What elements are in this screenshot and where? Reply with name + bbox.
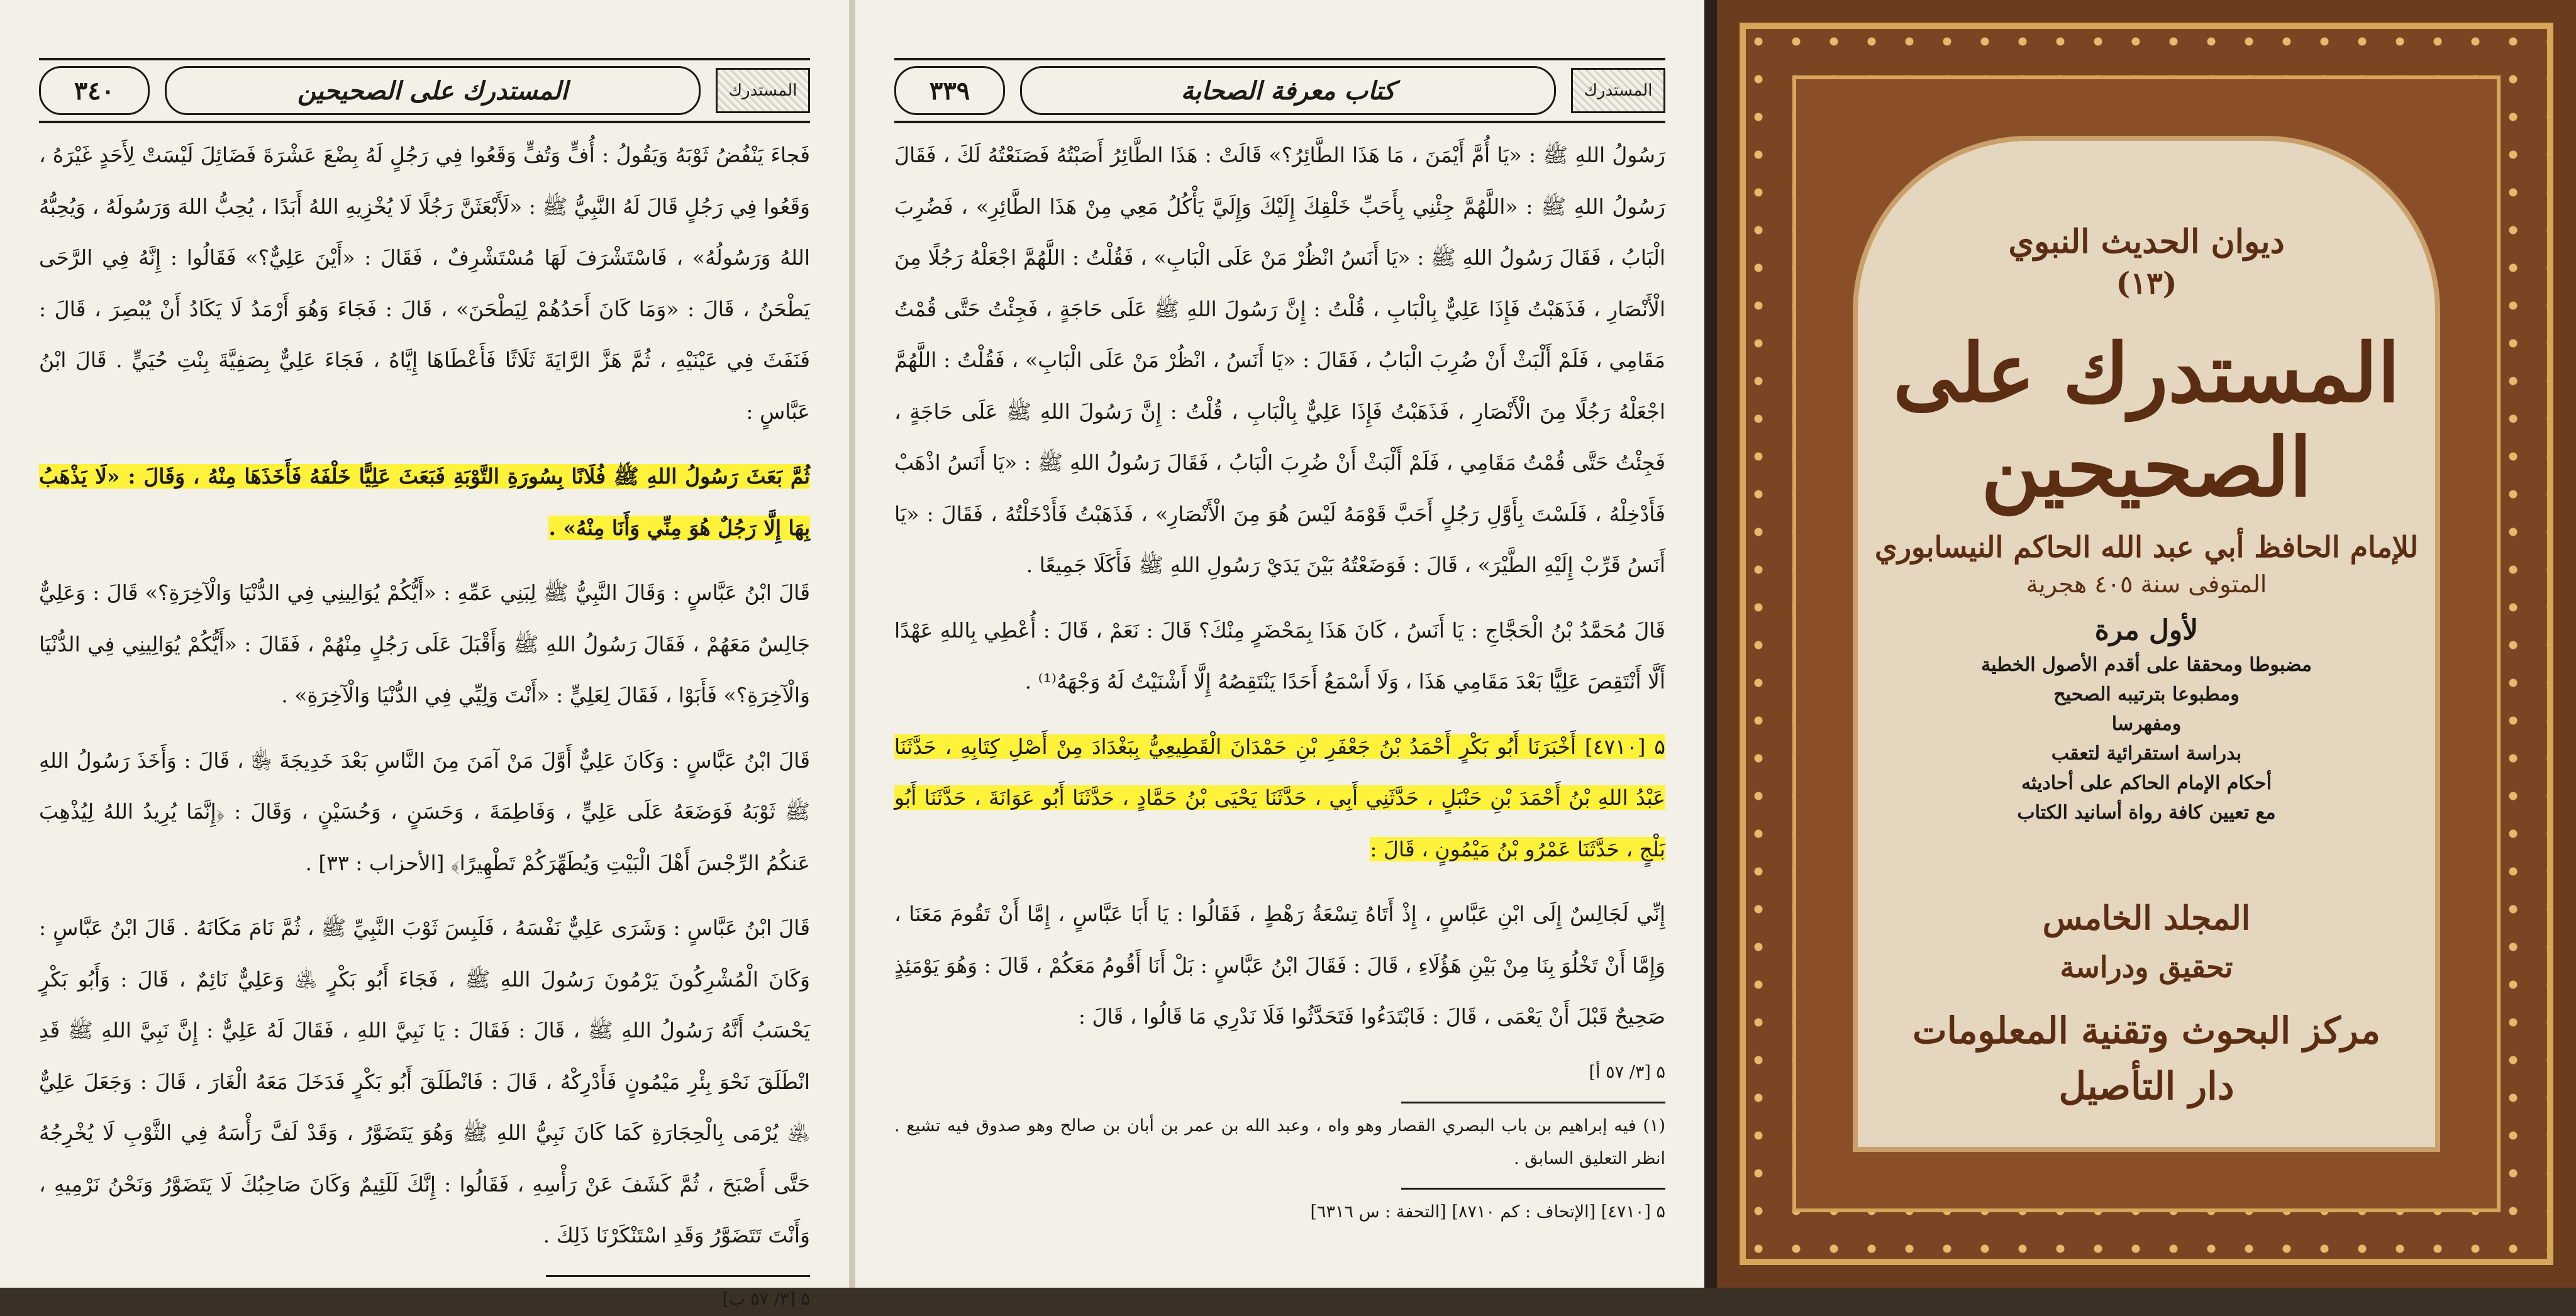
cover-line: مع تعيين كافة رواة أسانيد الكتاب <box>2017 802 2276 824</box>
footer-reference: ۵ [٣/ ٥٧ ب] <box>722 1289 810 1309</box>
paragraph: قَالَ ابْنُ عَبَّاسٍ : وَكَانَ عَلِيٌّ أَوَّلَ مَنْ آمَنَ مِنَ النَّاسِ بَعْدَ خَدِيجَةَ ﵂ ، قَالَ : وَأَخَذَ رَسُولُ اللهِ ﷺ ثَوْبَهُ فَوَضَعَهُ عَلَى عَلِيٍّ ، وَفَاطِمَةَ ، وَحَسَنٍ ، وَحُسَيْنٍ ، وَقَالَ : ﴿إِنَّمَا يُرِيدُ اللهُ لِيُذْهِبَ عَنكُمُ الرِّجْسَ أَهْلَ الْبَيْتِ وَيُطَهِّرَكُمْ تَطْهِيرًا﴾ [الأحزاب : ٣٣] . <box>39 748 810 875</box>
footnote-rule <box>1401 1102 1665 1103</box>
cover-arch <box>1853 136 2440 1152</box>
research-center: مركز البحوث وتقنية المعلومات <box>1913 1009 2380 1052</box>
series-number: (١٣) <box>2116 266 2177 301</box>
header-ornament: المستدرك <box>716 68 810 113</box>
paragraph: إِنِّي لَجَالِسٌ إِلَى ابْنِ عَبَّاسٍ ، إِذْ أَتَاهُ تِسْعَةُ رَهْطٍ ، فَقَالُوا : يَا أَبَا عَبَّاسٍ ، إِمَّا أَنْ تَقُومَ مَعَنَا ، وَإِمَّا أَنْ تَخْلُوَ بِنَا مِنْ بَيْنِ هَؤُلَاءِ ، قَالَ : فَقَالَ ابْنُ عَبَّاسٍ : بَلْ أَنَا أَقُومُ مَعَكُمْ ، قَالَ : وَهُوَ يَوْمَئِذٍ صَحِيحٌ قَبْلَ أَنْ يَعْمَى ، قَالَ : فَابْتَدَءُوا فَتَحَدَّثُوا فَلَا نَدْرِي مَا قَالُوا ، قَالَ : <box>894 902 1665 1029</box>
edition-note: لأول مرة <box>2094 614 2199 646</box>
author: للإمام الحافظ أبي عبد الله الحاكم النيسابوري <box>1874 530 2419 564</box>
highlighted-paragraph <box>894 721 1665 875</box>
running-title: المستدرك على الصحيحين <box>165 66 701 115</box>
book-cover <box>1717 0 2576 1288</box>
highlighted-text: ثُمَّ بَعَثَ رَسُولُ اللهِ ﷺ فُلَانًا بِسُورَةِ التَّوْبَةِ فَبَعَثَ عَلِيًّا خَلْفَهُ فَأَخَذَهَا مِنْهُ ، وَقَالَ : «لَا يَذْهَبُ بِهَا إِلَّا رَجُلٌ هُوَ مِنِّي وَأَنَا مِنْهُ» . <box>39 464 810 540</box>
footer-reference: ۵ [٤٧١٠] [الإتحاف : كم ٨٧١٠] [التحفة : س ٦٣١٦] <box>1310 1202 1665 1222</box>
page-gutter <box>849 0 855 1288</box>
paragraph: قَالَ ابْنُ عَبَّاسٍ : وَقَالَ النَّبِيُّ ﷺ لِبَنِي عَمِّهِ : «أَيُّكُمْ يُوَالِينِي فِي الدُّنْيَا وَالْآخِرَةِ؟» قَالَ : وَعَلِيٌّ جَالِسٌ مَعَهُمْ ، فَقَالَ رَسُولُ اللهِ ﷺ وَأَقْبَلَ عَلَى رَجُلٍ مِنْهُمْ ، فَقَالَ : «أَيُّكُمْ يُوَالِينِي فِي الدُّنْيَا وَالْآخِرَةِ؟» فَأَبَوْا ، فَقَالَ لِعَلِيٍّ : «أَنْتَ وَلِيِّي فِي الدُّنْيَا وَالْآخِرَةِ» . <box>39 580 810 707</box>
paragraph: فَجاءَ يَنْفُضُ ثَوْبَهُ وَيَقُولُ : أُفٍّ وَتُفٍّ وَقَعُوا فِي رَجُلٍ لَهُ بِضْعَ عَشْرَةَ فَضَائِلَ لَيْسَتْ لِأَحَدٍ غَيْرَهُ ، وَقَعُوا فِي رَجُلٍ قَالَ لَهُ النَّبِيُّ ﷺ : «لَأَبْعَثَنَّ رَجُلًا لَا يُخْزِيهِ اللهُ أَبَدًا ، يُحِبُّ اللهَ وَرَسُولَهُ ، وَيُحِبُّهُ اللهُ وَرَسُولُهُ» ، فَاسْتَشْرَفَ لَهَا مُسْتَشْرِفٌ ، فَقَالَ : «أَيْنَ عَلِيٌّ؟» فَقَالُوا : إِنَّهُ فِي الرَّحَى يَطْحَنُ ، قَالَ : «وَمَا كَانَ أَحَدُهُمْ لِيَطْحَنَ» ، قَالَ : فَجَاءَ وَهُوَ أَرْمَدُ لَا يَكَادُ أَنْ يُبْصِرَ ، قَالَ : فَنَفَثَ فِي عَيْنَيْهِ ، ثُمَّ هَزَّ الرَّايَةَ ثَلَاثًا فَأَعْطَاهَا إِيَّاهُ ، فَجَاءَ عَلِيٌّ بِصَفِيَّةَ بِنْتِ حُيَيٍّ . قَالَ ابْنُ عَبَّاسٍ : <box>39 143 810 424</box>
header-ornament: المستدرك <box>1571 68 1665 113</box>
volume-label: المجلد الخامس <box>2042 899 2251 937</box>
death-year: المتوفى سنة ٤٠٥ هجرية <box>2026 570 2267 598</box>
footnote-rule <box>1401 1188 1665 1190</box>
mid-page-body <box>894 130 1665 1229</box>
running-title: كتاب معرفة الصحابة <box>1020 66 1556 115</box>
paragraph: قَالَ مُحَمَّدُ بْنُ الْحَجَّاجِ : يَا أَنَسُ ، كَانَ هَذَا بِمَحْضَرٍ مِنْكَ؟ قَالَ : نَعَمْ ، قَالَ : أُعْطِي بِاللهِ عَهْدًا أَلَّا أَنْتَقِصَ عَلِيًّا بَعْدَ مَقَامِي هَذَا ، وَلَا أَسْمَعُ أَحَدًا يَنْتَقِصُهُ إِلَّا أَشْنَيْتُ لَهُ وَجْهَهُ⁽¹⁾ . <box>894 617 1665 694</box>
study-label: تحقيق ودراسة <box>2060 950 2233 984</box>
book-title: المستدرك على الصحيحين <box>1893 326 2400 515</box>
page-gutter <box>1704 0 1717 1288</box>
after-reference: ۵ [٣/ ٥٧ أ] <box>1589 1062 1665 1082</box>
publisher: دار التأصيل <box>2058 1064 2235 1109</box>
paragraph: قَالَ ابْنُ عَبَّاسٍ : وَشَرَى عَلِيٌّ نَفْسَهُ ، فَلَبِسَ ثَوْبَ النَّبِيِّ ﷺ ، ثُمَّ نَامَ مَكَانَهُ . قَالَ ابْنُ عَبَّاسٍ : وَكَانَ الْمُشْرِكُونَ يَرْمُونَ رَسُولَ اللهِ ﷺ ، فَجَاءَ أَبُو بَكْرٍ ﵁ وَعَلِيٌّ نَائِمٌ ، قَالَ : وَأَبُو بَكْرٍ يَحْسَبُ أَنَّهُ رَسُولُ اللهِ ﷺ ، قَالَ : فَقَالَ : يَا نَبِيَّ اللهِ ، فَقَالَ لَهُ عَلِيٌّ : إِنَّ نَبِيَّ اللهِ ﷺ قَدِ انْطَلَقَ نَحْوَ بِئْرِ مَيْمُونٍ فَأَدْرِكْهُ ، قَالَ : فَانْطَلَقَ أَبُو بَكْرٍ فَدَخَلَ مَعَهُ الْغَارَ ، قَالَ : وَجَعَلَ عَلِيٌّ ﵁ يُرْمَى بِالْحِجَارَةِ كَمَا كَانَ نَبِيُّ اللهِ ﷺ وَهُوَ يَتَضَوَّرُ ، وَقَدْ لَفَّ رَأْسَهُ فِي الثَّوْبِ لَا يُخْرِجُهُ حَتَّى أَصْبَحَ ، ثُمَّ كَشَفَ عَنْ رَأْسِهِ ، فَقَالُوا : إِنَّكَ لَلَئِيمٌ وَكَانَ صَاحِبُكَ لَا يَتَضَوَّرُ وَنَحْنُ نَرْمِيهِ ، وَأَنْتَ تَتَضَوَّرُ وَقَدِ اسْتَنْكَرْنَا ذَلِكَ . <box>39 915 810 1247</box>
cover-line: ومطبوعا بترتيبه الصحيح <box>2053 683 2240 705</box>
cover-inner-panel <box>1792 75 2501 1212</box>
cover-line: ومفهرسا <box>2111 713 2182 735</box>
series-title: ديوان الحديث النبوي <box>2008 223 2285 261</box>
cover-line: أحكام الإمام الحاكم على أحاديثه <box>2021 772 2272 794</box>
left-page-header <box>39 58 810 123</box>
left-page <box>0 0 849 1309</box>
mid-page-header <box>894 58 1665 123</box>
page-number: ٣٣٩ <box>894 66 1005 115</box>
cover-line: بدراسة استقرائية لتعقب <box>2051 743 2242 765</box>
highlighted-paragraph <box>39 451 810 553</box>
footnote: (١) فيه إبراهيم بن باب البصري القصار وهو واه ، وعبد الله بن عمر بن أبان بن صالح وهو صدوق فيه تشيع . انظر التعليق السابق . <box>894 1115 1665 1168</box>
cover-line: مضبوطا ومحققا على أقدم الأصول الخطية <box>1981 654 2312 676</box>
left-page-body <box>39 130 810 1316</box>
middle-page <box>855 0 1704 1288</box>
footnote-rule <box>546 1275 810 1277</box>
paragraph: رَسُولُ اللهِ ﷺ : «يَا أُمَّ أَيْمَنَ ، مَا هَذَا الطَّائِرُ؟» قَالَتْ : هَذَا الطَّائِرُ أَصَبْتُهُ فَصَنَعْتُهُ لَكَ ، فَقَالَ رَسُولُ اللهِ ﷺ : «اللَّهُمَّ جِئْنِي بِأَحَبِّ خَلْقِكَ إِلَيْكَ وَإِلَيَّ يَأْكُلُ مَعِي مِنْ هَذَا الطَّائِرِ» ، فَضُرِبَ الْبَابُ ، فَقَالَ رَسُولُ اللهِ ﷺ : «يَا أَنَسُ انْظُرْ مَنْ عَلَى الْبَابِ» ، فَقُلْتُ : اللَّهُمَّ اجْعَلْهُ رَجُلًا مِنَ الْأَنْصَارِ ، فَذَهَبْتُ فَإِذَا عَلِيٌّ بِالْبَابِ ، قُلْتُ : إِنَّ رَسُولَ اللهِ ﷺ عَلَى حَاجَةٍ ، فَجِئْتُ حَتَّى قُمْتُ مَقَامِي ، فَلَمْ أَلْبَثْ أَنْ ضُرِبَ الْبَابُ ، فَقَالَ : «يَا أَنَسُ ، انْظُرْ مَنْ عَلَى الْبَابِ» ، فَقُلْتُ : اللَّهُمَّ اجْعَلْهُ رَجُلًا مِنَ الْأَنْصَارِ ، فَذَهَبْتُ فَإِذَا عَلِيٌّ بِالْبَابِ ، قُلْتُ : إِنَّ رَسُولَ اللهِ ﷺ عَلَى حَاجَةٍ ، فَجِئْتُ حَتَّى قُمْتُ مَقَامِي ، فَلَمْ أَلْبَثْ أَنْ ضُرِبَ الْبَابُ ، فَقَالَ رَسُولُ اللهِ ﷺ : «يَا أَنَسُ اذْهَبْ فَأَدْخِلْهُ ، فَلَسْتَ بِأَوَّلِ رَجُلٍ أَحَبَّ قَوْمَهُ لَيْسَ هُوَ مِنَ الْأَنْصَارِ» ، فَذَهَبْتُ فَأَدْخَلْتُهُ ، فَقَالَ : «يَا أَنَسُ قَرِّبْ إِلَيْهِ الطَّيْرَ» ، قَالَ : فَوَضَعْتُهُ بَيْنَ يَدَيْ رَسُولِ اللهِ ﷺ فَأَكَلَا جَمِيعًا . <box>894 143 1665 577</box>
page-number: ٣٤٠ <box>39 66 150 115</box>
highlighted-isnad: ۵ [٤٧١٠] أَخْبَرَنَا أَبُو بَكْرٍ أَحْمَدُ بْنُ جَعْفَرِ بْنِ حَمْدَانَ الْقَطِيعِيُّ بِبَغْدَادَ مِنْ أَصْلِ كِتَابِهِ ، حَدَّثَنَا عَبْدُ اللهِ بْنُ أَحْمَدَ بْنِ حَنْبَلٍ ، حَدَّثَنِي أَبِي ، حَدَّثَنَا يَحْيَى بْنُ حَمَّادٍ ، حَدَّثَنَا أَبُو عَوَانَةَ ، حَدَّثَنَا أَبُو بَلْجٍ ، حَدَّثَنَا عَمْرُو بْنُ مَيْمُونٍ ، قَالَ : <box>894 734 1665 861</box>
